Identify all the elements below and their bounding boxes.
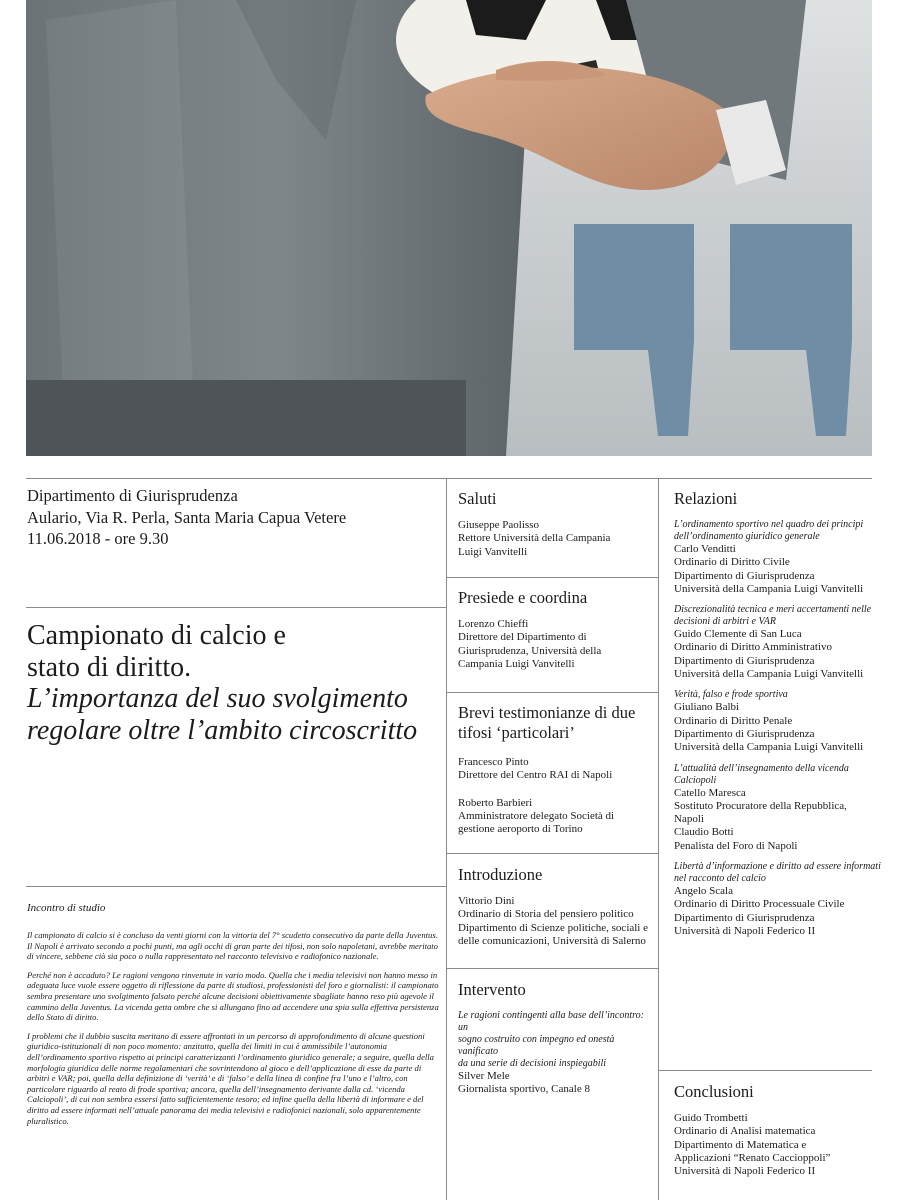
speaker-role: Sostituto Procuratore della Repubblica, <box>674 799 847 812</box>
speaker-name: Francesco Pinto <box>458 756 529 768</box>
speaker-affiliation: Dipartimento di Giurisprudenza <box>674 727 815 740</box>
talk-title: Calciopoli <box>674 774 717 786</box>
speaker-affiliation: Dipartimento di Giurisprudenza <box>674 569 815 582</box>
section-conclusioni <box>674 1082 884 1178</box>
rule-introduzione <box>446 968 658 969</box>
talk-title: L’ordinamento sportivo nel quadro dei principi <box>674 519 864 530</box>
speaker-role: Giurisprudenza, Università della <box>458 644 602 657</box>
section-intervento <box>458 980 653 1097</box>
section-body <box>458 1010 653 1097</box>
subtitle-line-2: regolare oltre l’ambito circoscritto <box>27 714 418 746</box>
speaker-name: Silver Mele <box>458 1070 510 1082</box>
venue-address: Aulario, Via R. Perla, Santa Maria Capua Vetere <box>27 507 347 527</box>
speaker-name: Vittorio Dini <box>458 895 515 907</box>
talk-title: L’attualità dell’insegnamento della vicenda <box>674 762 849 774</box>
speaker-name: Catello Maresca <box>674 786 746 799</box>
rule-testimonianze <box>446 853 658 854</box>
intro-paragraph: I problemi che il dubbio suscita meritano di essere affrontati in un percorso di approfondimento di alcune questioni giuridico-istituzionali di non poco momento: anzitutto, quella dei limiti in cui è ammissibile l’autonomia dell’ordinamento sportivo rispetto ai principi caratterizzanti l’ordinamento giuridico generale; a seguire, quella della morfologia giuridica delle norme regolamentari che sovrintendono al gioco e dell’applicazione di esse da parte di arbitri e VAR; poi, quella della definizione di ‘verità’ e di ‘falso’ e della linea di confine fra l’uno e l’altro, con particolare riguardo al reato di frode sportiva; ancora, quella dell’insegnamento derivante dalla cd. ‘vicenda Calciopoli’, di cui non sembra essersi fatto sufficientemente tesoro; ed infine quella della libertà di informare e del diritto ad essere informati nell’attuale panorama dei media televisivi e radiofonici nazionali, solo apparentemente pluralistico. <box>27 1030 434 1126</box>
section-saluti <box>458 489 653 559</box>
column-divider-right <box>658 478 659 1200</box>
heading-line: Brevi testimonianze di due <box>458 703 636 722</box>
speaker-affiliation: Luigi Vanvitelli <box>458 545 528 558</box>
speaker-role: Ordinario di Diritto Amministrativo <box>674 641 832 654</box>
talk-block <box>674 861 884 938</box>
section-heading: Introduzione <box>458 865 543 884</box>
intro-paragraph: Il campionato di calcio si è concluso da venti giorni con la vittoria del 7° scudetto consecutivo da parte della Juventus. Il Napoli è arrivato secondo a pochi punti, ma agli occhi di gran parte dei tifosi, non solo napoletani, avrebbe meritato di vincere, sebbene ciò sia poco o nulla rappresentato nel racconto televisivo e radiofonico nazionale. <box>27 930 438 962</box>
section-body <box>458 519 653 559</box>
talk-title: dell’ordinamento giuridico generale <box>674 531 820 542</box>
column-divider-left <box>446 478 447 1200</box>
speaker-affiliation: Napoli <box>674 813 704 826</box>
quote-mark-icon <box>574 224 852 436</box>
talk-title: nel racconto del calcio <box>674 873 766 885</box>
speaker-role: Ordinario di Diritto Civile <box>674 556 790 569</box>
title-line-2: stato di diritto. <box>27 651 192 683</box>
venue-department: Dipartimento di Giurisprudenza <box>27 486 238 505</box>
subtitle-line-1: L’importanza del suo svolgimento <box>27 683 408 714</box>
event-title <box>27 620 442 746</box>
talk-title: Verità, falso e frode sportiva <box>674 689 788 701</box>
speaker-name: Guido Clemente di San Luca <box>674 628 802 641</box>
speaker-name: Lorenzo Chieffi <box>458 618 529 630</box>
speaker-block <box>458 756 653 783</box>
section-body <box>458 756 653 836</box>
section-body <box>674 1112 884 1178</box>
rule-presiede <box>446 692 658 693</box>
talk-block <box>674 763 884 853</box>
businessman-holding-football-photo <box>26 0 872 456</box>
section-heading: Intervento <box>458 980 526 999</box>
talk-title: decisioni di arbitri e VAR <box>674 616 777 628</box>
speaker-role: Direttore del Centro RAI di Napoli <box>458 769 613 782</box>
title-rule <box>26 607 446 608</box>
intro-heading: Incontro di studio <box>27 902 106 914</box>
speaker-affiliation: Applicazioni “Renato Caccioppoli” <box>674 1151 831 1164</box>
speaker-name: Roberto Barbieri <box>458 796 533 809</box>
section-body <box>458 618 653 671</box>
speaker-block <box>458 797 653 837</box>
speaker-role: Ordinario di Storia del pensiero politico <box>458 908 634 921</box>
talk-title: Le ragioni contingenti alla base dell’incontro: un <box>458 1010 644 1033</box>
speaker-affiliation: gestione aeroporto di Torino <box>458 823 583 836</box>
speaker-role: Direttore del Dipartimento di <box>458 631 587 644</box>
header-photo <box>26 0 872 456</box>
intro-rule <box>26 886 446 887</box>
talk-block <box>674 519 884 596</box>
speaker-role: Penalista del Foro di Napoli <box>674 839 798 852</box>
speaker-name: Angelo Scala <box>674 885 733 898</box>
speaker-affiliation: Università della Campania Luigi Vanvitelli <box>674 582 864 595</box>
speaker-affiliation: Campania Luigi Vanvitelli <box>458 657 575 670</box>
section-introduzione <box>458 865 658 948</box>
speaker-role: Rettore Università della Campania <box>458 532 611 545</box>
talk-title: sogno costruito con impegno ed onestà vanificato <box>458 1034 615 1057</box>
speaker-affiliation: Dipartimento di Giurisprudenza <box>674 911 815 924</box>
speaker-affiliation: Università di Napoli Federico II <box>674 924 816 937</box>
speaker-affiliation: Dipartimento di Scienze politiche, sociali e <box>458 921 648 934</box>
talk-title: Discrezionalità tecnica e meri accertamenti nelle <box>674 604 872 616</box>
talk-title: Libertà d’informazione e diritto ad essere informati <box>674 861 881 873</box>
speaker-affiliation: Università di Napoli Federico II <box>674 1165 816 1178</box>
speaker-role: Ordinario di Diritto Penale <box>674 714 793 727</box>
section-heading: Presiede e coordina <box>458 588 588 607</box>
section-body <box>674 519 884 938</box>
speaker-role: Ordinario di Diritto Processuale Civile <box>674 898 845 911</box>
section-heading <box>458 703 653 743</box>
section-heading: Conclusioni <box>674 1082 754 1101</box>
talk-block <box>674 689 884 754</box>
venue-info <box>27 485 346 550</box>
speaker-name: Giuseppe Paolisso <box>458 519 539 531</box>
speaker-name: Claudio Botti <box>674 826 734 839</box>
rule-saluti <box>446 577 658 578</box>
intro-paragraph: Perché non è accaduto? Le ragioni vengono rinvenute in vario modo. Quella che i media televisivi non hanno messo in adeguata luce vuole essere oggetto di riflessione da parte di studiosi, professionisti del foro e giornalisti: il campionato sembra presentare uno svolgimento falsato perché alcune decisioni obiettivamente sbagliate hanno reso più agevole il cammino della Juventus. La vicenda getta ombre che si allungano fino ad accendere una spia sulla effettiva persistenza dello Stato di diritto. <box>27 969 439 1023</box>
section-body <box>458 895 658 948</box>
section-relazioni <box>674 489 884 946</box>
speaker-affiliation: Università della Campania Luigi Vanvitelli <box>674 741 864 754</box>
speaker-name: Carlo Venditti <box>674 543 736 555</box>
venue-date: 11.06.2018 - ore 9.30 <box>27 529 169 548</box>
speaker-role: Amministratore delegato Società di <box>458 809 615 822</box>
speaker-affiliation: Università della Campania Luigi Vanvitelli <box>674 668 864 681</box>
section-heading: Relazioni <box>674 489 738 508</box>
intro-body <box>27 930 439 1134</box>
speaker-affiliation: Dipartimento di Matematica e <box>674 1138 807 1151</box>
rule-conclusioni <box>658 1070 872 1071</box>
section-heading: Saluti <box>458 489 497 508</box>
speaker-affiliation: Dipartimento di Giurisprudenza <box>674 654 815 667</box>
speaker-name: Guido Trombetti <box>674 1112 748 1124</box>
talk-title: da una serie di decisioni inspiegabili <box>458 1058 607 1069</box>
speaker-affiliation: delle comunicazioni, Università di Salerno <box>458 934 646 947</box>
heading-line: tifosi ‘particolari’ <box>458 723 575 742</box>
section-testimonianze <box>458 703 653 836</box>
talk-block <box>674 604 884 681</box>
speaker-role: Ordinario di Analisi matematica <box>674 1125 816 1138</box>
top-rule <box>26 478 872 479</box>
title-line-1: Campionato di calcio e <box>27 620 286 651</box>
speaker-name: Giuliano Balbi <box>674 701 740 714</box>
speaker-role: Giornalista sportivo, Canale 8 <box>458 1083 590 1096</box>
section-presiede <box>458 588 653 671</box>
